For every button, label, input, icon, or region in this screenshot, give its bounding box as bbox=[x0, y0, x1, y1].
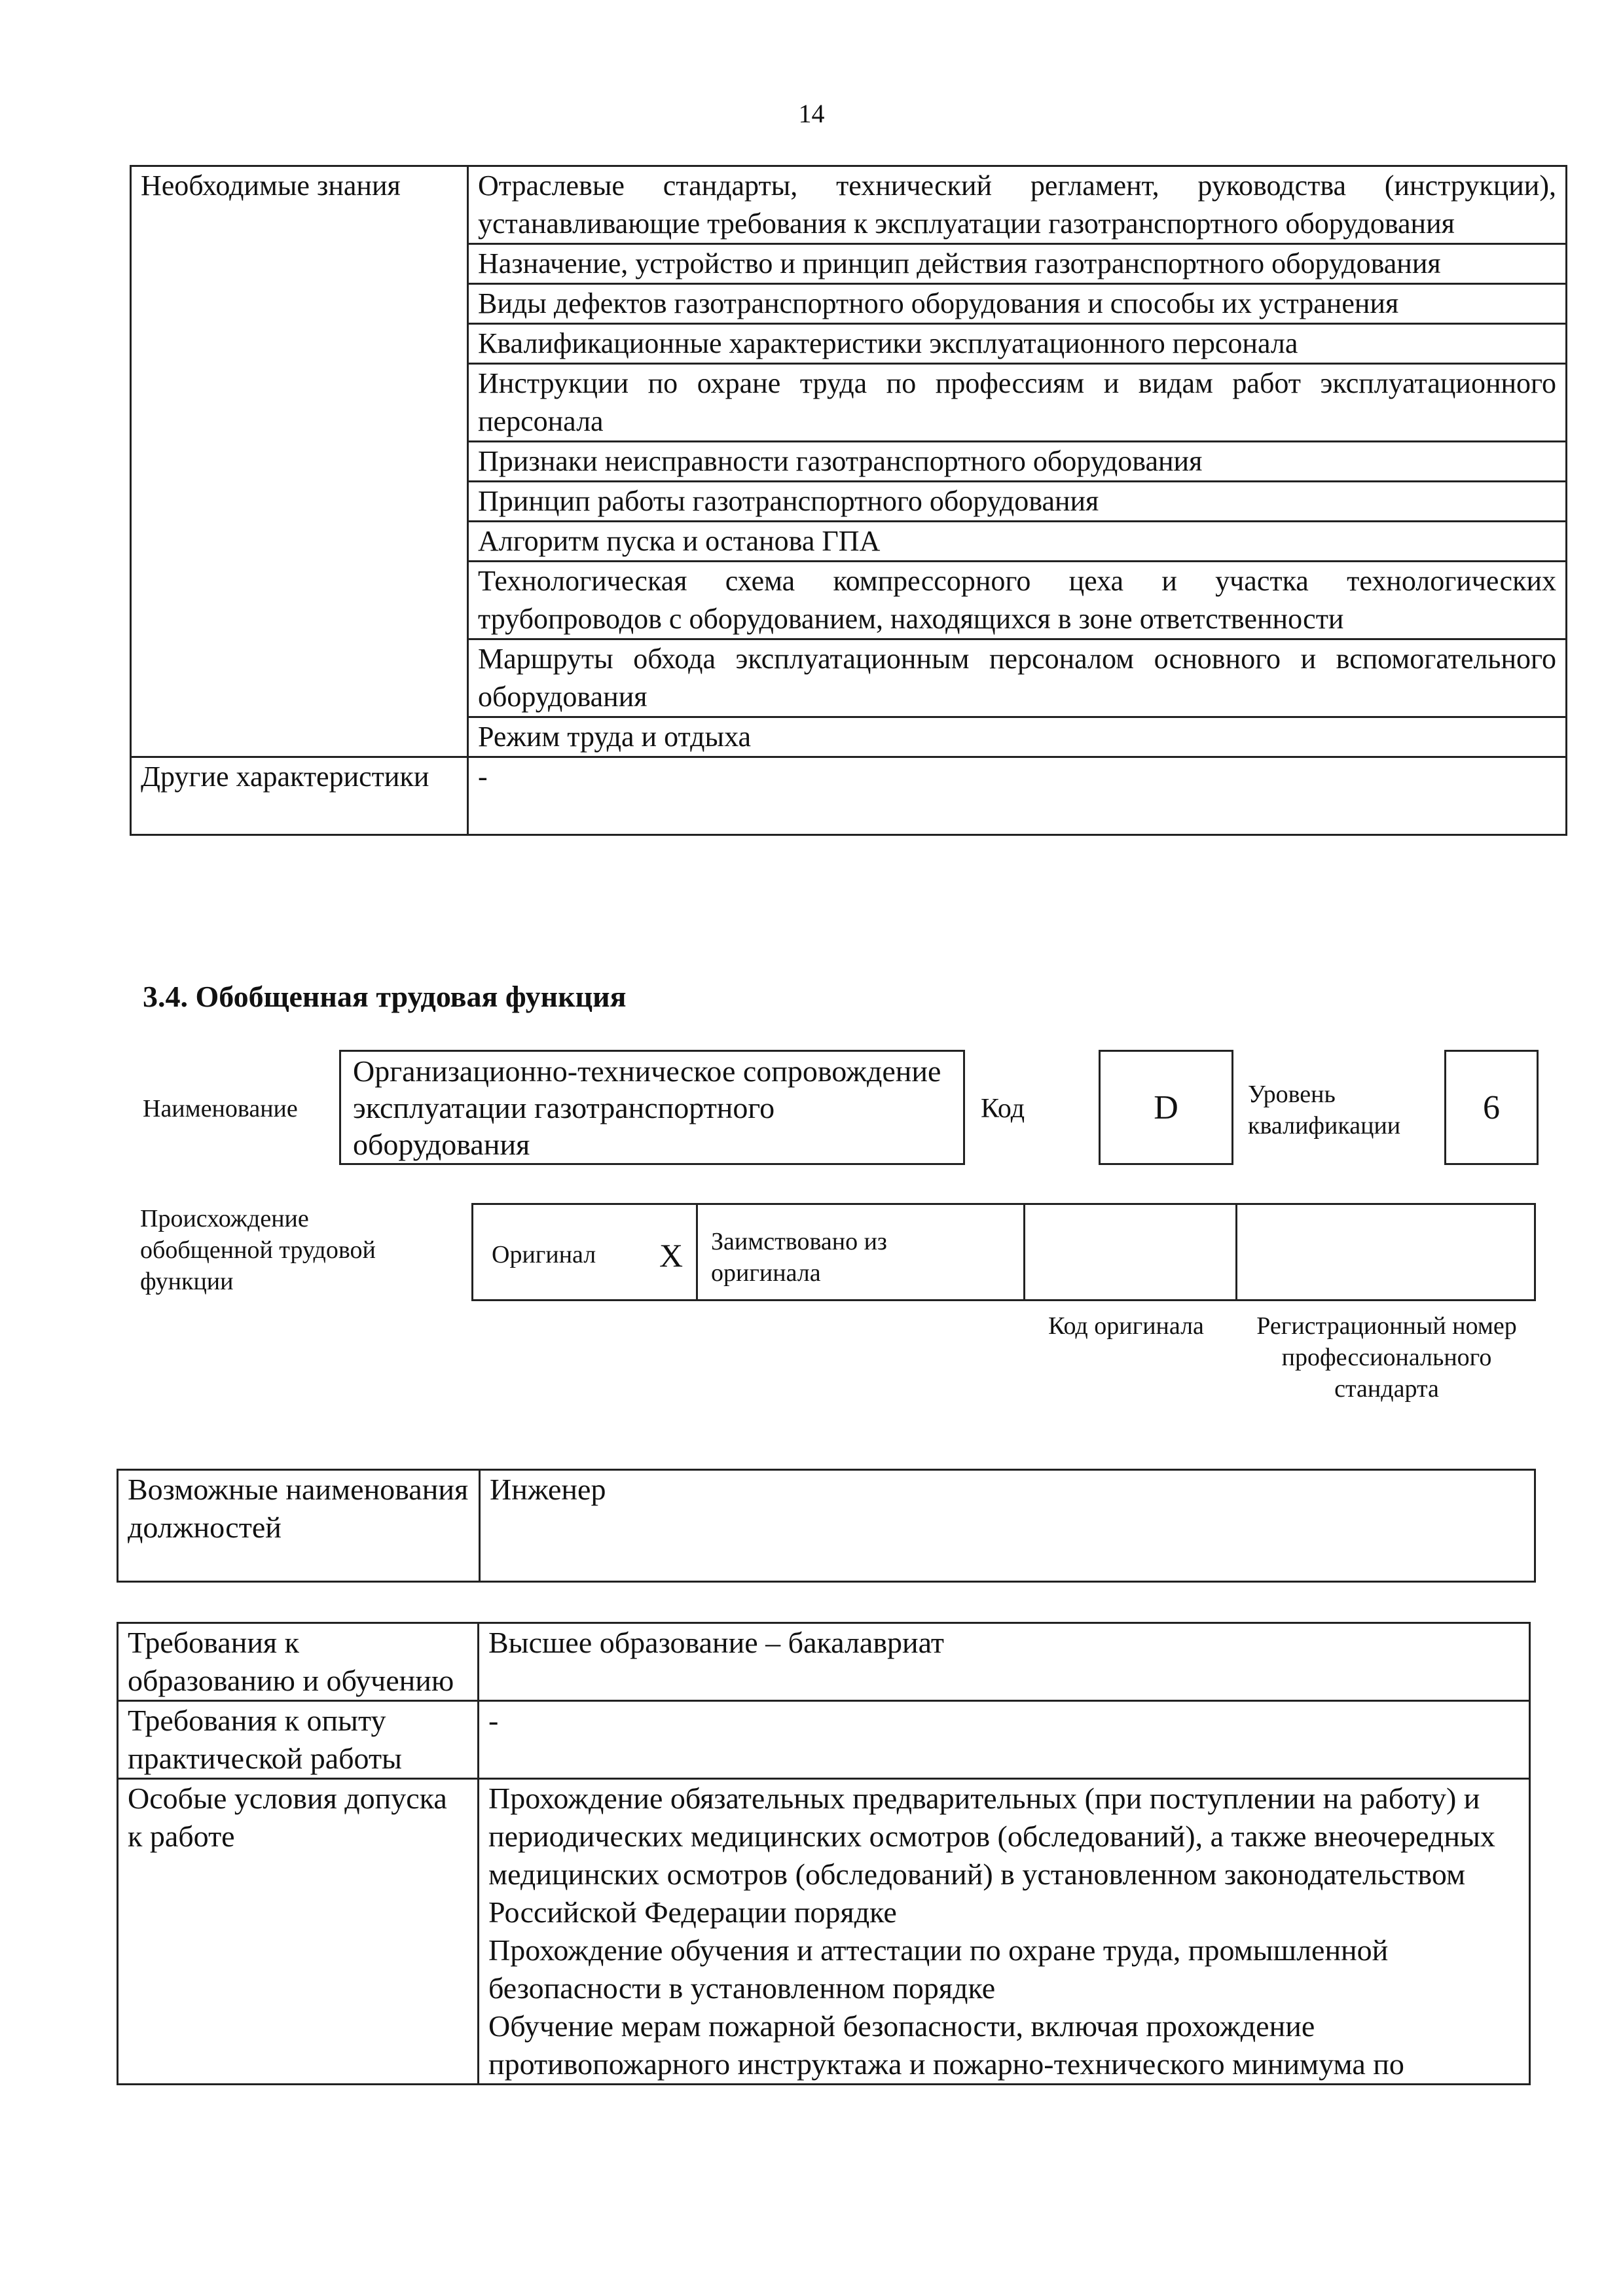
knowledge-item: Режим труда и отдыха bbox=[468, 717, 1567, 757]
other-characteristics-label: Другие характеристики bbox=[131, 757, 468, 835]
qualification-level-box: 6 bbox=[1444, 1050, 1539, 1165]
qualification-level-label: Уровень квалификации bbox=[1248, 1081, 1401, 1139]
knowledge-item: Назначение, устройство и принцип действия газотранспортного оборудования bbox=[468, 244, 1567, 284]
education-label: Требования к образованию и обучению bbox=[118, 1623, 479, 1701]
origin-label: Происхождение обобщенной трудовой функции bbox=[140, 1205, 376, 1295]
knowledge-item: Принцип работы газотранспортного оборудования bbox=[468, 482, 1567, 522]
origin-row bbox=[471, 1203, 1536, 1301]
knowledge-item: Инструкции по охране труда по профессиям и видам работ эксплуатационного персонала bbox=[468, 364, 1567, 442]
knowledge-item: Квалификационные характеристики эксплуатационного персонала bbox=[468, 324, 1567, 364]
table-row bbox=[131, 757, 1567, 835]
page-number: 14 bbox=[798, 99, 825, 128]
name-label: Наименование bbox=[143, 1095, 298, 1122]
registration-number-cell bbox=[1237, 1203, 1536, 1301]
condition-item: Прохождение обязательных предварительных (при поступлении на работу) и периодических медицинских осмотров (обследований), а также внеочередных медицинских осмотров (обследований) в установленном законодательством Российской Федерации порядке bbox=[488, 1782, 1495, 1929]
conditions-label: Особые условия допуска к работе bbox=[118, 1779, 479, 2085]
other-characteristics-value: - bbox=[468, 757, 1567, 835]
knowledge-item: Виды дефектов газотранспортного оборудования и способы их устранения bbox=[468, 284, 1567, 324]
knowledge-item: Технологическая схема компрессорного цеха и участка технологических трубопроводов с оборудованием, находящихся в зоне ответственности bbox=[468, 562, 1567, 639]
experience-label: Требования к опыту практической работы bbox=[118, 1701, 479, 1779]
knowledge-item: Отраслевые стандарты, технический регламент, руководства (инструкции), устанавливающие требования к эксплуатации газотранспортного оборудования bbox=[468, 166, 1567, 244]
code-value-box: D bbox=[1099, 1050, 1233, 1165]
experience-value: - bbox=[479, 1701, 1530, 1779]
table-row bbox=[118, 1701, 1530, 1779]
borrowed-cell bbox=[698, 1203, 1025, 1301]
condition-item: Прохождение обучения и аттестации по охране труда, промышленной безопасности в установленном порядке bbox=[488, 1933, 1389, 2005]
positions-table bbox=[117, 1469, 1536, 1583]
condition-item: Обучение мерам пожарной безопасности, включая прохождение противопожарного инструктажа и пожарно-технического минимума по bbox=[488, 2009, 1404, 2081]
code-original-cell bbox=[1025, 1203, 1237, 1301]
positions-label: Возможные наименования должностей bbox=[118, 1470, 480, 1582]
knowledge-table bbox=[130, 165, 1567, 836]
conditions-cell bbox=[479, 1779, 1530, 2085]
table-row bbox=[118, 1779, 1530, 2085]
function-name-box: Организационно-техническое сопровождение эксплуатации газотранспортного оборудования bbox=[339, 1050, 965, 1165]
table-row bbox=[131, 166, 1567, 244]
original-cell bbox=[471, 1203, 698, 1301]
table-row bbox=[118, 1470, 1535, 1582]
positions-value: Инженер bbox=[480, 1470, 1535, 1582]
knowledge-item: Алгоритм пуска и останова ГПА bbox=[468, 522, 1567, 562]
knowledge-item: Признаки неисправности газотранспортного оборудования bbox=[468, 442, 1567, 482]
code-label: Код bbox=[981, 1094, 1025, 1124]
requirements-table bbox=[117, 1622, 1531, 2085]
original-label: Оригинал bbox=[492, 1241, 596, 1268]
education-value: Высшее образование – бакалавриат bbox=[479, 1623, 1530, 1701]
borrowed-label: Заимствовано из оригинала bbox=[711, 1228, 887, 1287]
code-original-caption: Код оригинала bbox=[1048, 1312, 1204, 1340]
registration-number-caption: Регистрационный номер профессионального стандарта bbox=[1256, 1312, 1517, 1403]
knowledge-item: Маршруты обхода эксплуатационным персоналом основного и вспомогательного оборудования bbox=[468, 639, 1567, 717]
knowledge-label: Необходимые знания bbox=[131, 166, 468, 757]
section-heading: 3.4. Обобщенная трудовая функция bbox=[143, 980, 627, 1013]
original-mark: X bbox=[659, 1237, 684, 1274]
table-row bbox=[118, 1623, 1530, 1701]
